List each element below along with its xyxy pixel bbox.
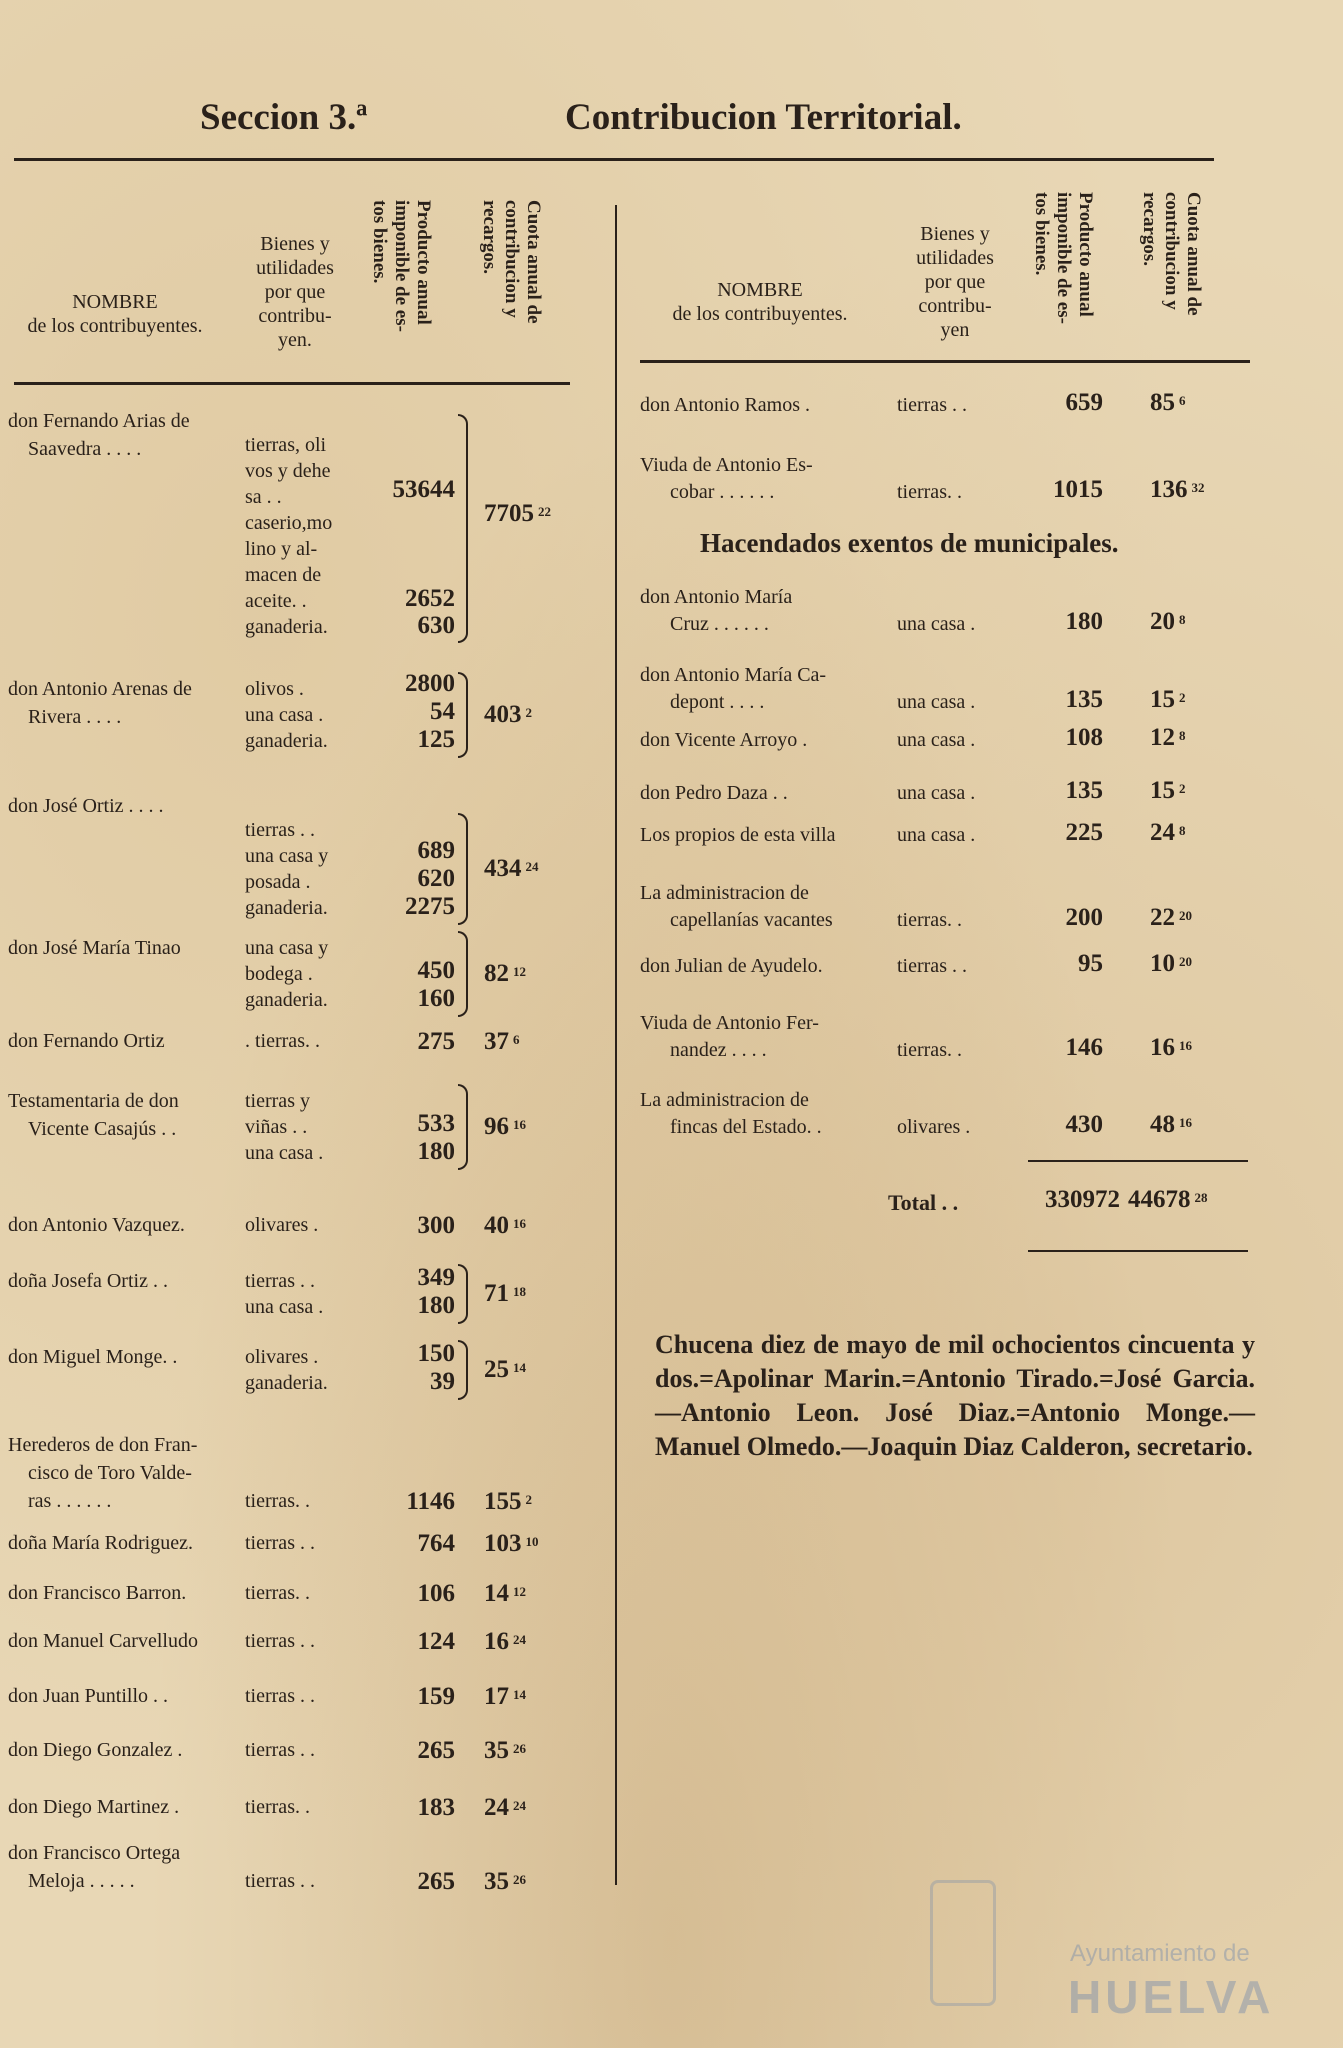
cuota-amount: 12 (1150, 724, 1175, 751)
producto-value: 200 (1065, 904, 1103, 931)
bienes-line: macen de (245, 564, 322, 586)
bienes-line: vos y dehe (245, 460, 331, 482)
cuota-amount: 71 (484, 1280, 509, 1307)
producto-value: 1015 (1053, 476, 1103, 503)
cuota-value (484, 1113, 526, 1141)
producto-value: 659 (1065, 389, 1103, 416)
bienes-value: tierras . . (897, 394, 967, 416)
cuota-value (1150, 686, 1186, 714)
producto-value: 135 (1065, 686, 1103, 713)
header-nombre-sub: de los contribuyentes. (27, 315, 203, 337)
producto-value: 2652 (405, 585, 455, 612)
cuota-cents: 16 (1179, 1038, 1192, 1053)
total-cuota (1128, 1186, 1208, 1214)
cuota-amount: 403 (484, 701, 522, 728)
cuota-cents: 32 (1191, 480, 1205, 495)
bienes-line: tierras . . (245, 819, 315, 841)
producto-value: 183 (417, 1794, 455, 1821)
bienes-line: tierras, oli (245, 434, 327, 456)
brace-icon (458, 1084, 468, 1170)
right-header-producto (1030, 192, 1096, 357)
bienes-line: olivos . (245, 678, 304, 700)
header-bienes-line: Bienes y (920, 223, 990, 245)
cuota-amount: 15 (1150, 686, 1175, 713)
bienes-line: ganaderia. (245, 897, 328, 919)
cuota-cents: 6 (1179, 393, 1186, 408)
bienes-value: una casa . (897, 613, 976, 635)
cuota-cents: 16 (513, 1117, 526, 1132)
bienes-line: tierras . . (245, 1630, 315, 1652)
cuota-value (1150, 389, 1186, 417)
header-bienes-line: por que (924, 271, 986, 293)
cuota-cents: 8 (1179, 823, 1186, 838)
cuota-amount: 24 (484, 1794, 509, 1821)
bienes-value: olivares . (897, 1116, 971, 1138)
header-cuota-line: contribucion y (1161, 192, 1182, 310)
cuota-value (484, 855, 539, 883)
producto-value: 180 (1065, 608, 1103, 635)
total-rule-bottom (1028, 1250, 1248, 1252)
header-nombre: NOMBRE (717, 279, 803, 301)
cuota-cents: 10 (525, 1534, 539, 1549)
left-header-cuota (478, 200, 544, 370)
producto-value: 620 (417, 865, 455, 892)
cuota-cents: 2 (525, 705, 532, 720)
producto-value: 349 (417, 1264, 455, 1291)
bienes-line: . tierras. . (245, 1030, 320, 1052)
bienes-value: tierras. . (897, 909, 962, 931)
cuota-amount: 96 (484, 1113, 509, 1140)
contributor-name: don Antonio Ramos . (640, 394, 811, 416)
bienes-value: una casa . (897, 782, 976, 804)
contributor-name: Vicente Casajús . . (28, 1118, 177, 1140)
cuota-cents: 16 (1179, 1115, 1192, 1130)
bienes-line: una casa y (245, 937, 329, 959)
producto-value: 1146 (406, 1488, 455, 1515)
left-header-producto (368, 200, 434, 370)
cuota-value (1150, 819, 1186, 847)
contributor-name: nandez . . . . (670, 1039, 767, 1061)
cuota-amount: 103 (484, 1530, 522, 1557)
city-seal-icon (930, 1880, 996, 2006)
bienes-line: olivares . (245, 1346, 319, 1368)
cuota-value (484, 1683, 526, 1711)
total-cuota-value: 44678 (1128, 1186, 1191, 1213)
contributor-name: Testamentaria de don (8, 1090, 179, 1112)
cuota-cents: 26 (513, 1741, 526, 1756)
cuota-cents: 2 (1179, 690, 1186, 705)
producto-value: 630 (417, 612, 455, 639)
cuota-amount: 434 (484, 855, 522, 882)
cuota-amount: 37 (484, 1028, 509, 1055)
bienes-value: una casa . (897, 729, 976, 751)
bienes-line: ganaderia. (245, 616, 328, 638)
bienes-value: una casa . (897, 824, 976, 846)
bienes-line: tierras . . (245, 1532, 315, 1554)
header-nombre-sub: de los contribuyentes. (672, 303, 848, 325)
producto-value: 180 (417, 1292, 455, 1319)
cuota-amount: 22 (1150, 904, 1175, 931)
cuota-amount: 25 (484, 1356, 509, 1383)
page-title: Contribucion Territorial. (565, 97, 962, 138)
bienes-line: posada . (245, 871, 311, 893)
contributor-name: ras . . . . . . (28, 1490, 112, 1512)
contributor-name: cobar . . . . . . (670, 481, 775, 503)
total-cents: 28 (1194, 1190, 1208, 1205)
producto-value: 159 (417, 1683, 455, 1710)
producto-value: 53644 (392, 476, 455, 503)
cuota-amount: 16 (484, 1628, 509, 1655)
bienes-line: una casa . (245, 704, 324, 726)
producto-value: 225 (1065, 819, 1103, 846)
contributor-name: don Francisco Ortega (8, 1842, 181, 1864)
cuota-value (484, 1280, 526, 1308)
producto-value: 124 (417, 1628, 455, 1655)
bienes-line: tierras. . (245, 1582, 310, 1604)
cuota-value (484, 1530, 539, 1558)
cuota-value (484, 701, 532, 729)
contributor-name: doña María Rodriguez. (8, 1532, 193, 1554)
cuota-value (484, 1737, 526, 1765)
cuota-cents: 20 (1179, 908, 1192, 923)
producto-value: 95 (1078, 950, 1103, 977)
brace-icon (458, 1340, 468, 1400)
producto-value: 39 (430, 1368, 455, 1395)
contributor-name: don Vicente Arroyo . (640, 729, 808, 751)
contributor-name: La administracion de (640, 882, 809, 904)
cuota-cents: 16 (513, 1216, 526, 1231)
cuota-value (484, 1028, 520, 1056)
cuota-amount: 20 (1150, 608, 1175, 635)
cuota-amount: 48 (1150, 1111, 1175, 1138)
producto-value: 160 (417, 985, 455, 1012)
producto-value: 146 (1065, 1034, 1103, 1061)
cuota-value (1150, 777, 1186, 805)
cuota-value (1150, 904, 1192, 932)
cuota-value (1150, 608, 1186, 636)
header-bienes-line: Bienes y (260, 233, 330, 255)
producto-value: 2800 (405, 670, 455, 697)
cuota-amount: 82 (484, 960, 509, 987)
bienes-line: tierras. . (245, 1796, 310, 1818)
cuota-amount: 24 (1150, 819, 1175, 846)
contributor-name: don Antonio Arenas de (8, 678, 192, 700)
left-header-bienes (240, 232, 350, 352)
contributor-name: don Miguel Monge. . (8, 1346, 178, 1368)
contributor-name: Meloja . . . . . (28, 1870, 135, 1892)
producto-value: 275 (417, 1028, 455, 1055)
header-producto-line: Producto anual (413, 200, 434, 325)
cuota-amount: 7705 (484, 500, 534, 527)
brace-icon (458, 1264, 468, 1324)
contributor-name: depont . . . . (670, 691, 765, 713)
exentos-title: Hacendados exentos de municipales. (700, 528, 1119, 558)
header-bienes-line: utilidades (256, 257, 334, 279)
producto-value: 108 (1065, 724, 1103, 751)
cuota-value (484, 1580, 526, 1608)
header-bienes-line: contribu- (258, 305, 332, 327)
vertical-divider (615, 205, 617, 1885)
cuota-cents: 24 (525, 859, 539, 874)
contributor-name: don José Ortiz . . . . (8, 795, 164, 817)
cuota-amount: 35 (484, 1737, 509, 1764)
contributor-name: don Juan Puntillo . . (8, 1685, 169, 1707)
bienes-line: tierras y (245, 1090, 310, 1112)
cuota-value (484, 1488, 532, 1516)
cuota-amount: 136 (1150, 476, 1188, 503)
cuota-value (1150, 1034, 1192, 1062)
bienes-line: una casa y (245, 845, 329, 867)
cuota-value (484, 1628, 526, 1656)
header-producto-line: imponible de es- (391, 200, 412, 332)
contributor-name: Herederos de don Fran- (8, 1434, 198, 1456)
cuota-value (1150, 724, 1186, 752)
cuota-cents: 26 (513, 1872, 526, 1887)
header-cuota-line: Cuota anual de (523, 200, 544, 324)
brace-icon (458, 813, 468, 925)
producto-value: 54 (430, 698, 455, 725)
contributor-name: cisco de Toro Valde- (28, 1462, 192, 1484)
contributor-name: don Pedro Daza . . (640, 782, 788, 804)
bienes-line: tierras . . (245, 1685, 315, 1707)
contributor-name: capellanías vacantes (670, 909, 833, 931)
cuota-cents: 8 (1179, 612, 1186, 627)
cuota-amount: 155 (484, 1488, 522, 1515)
bienes-line: viñas . . (245, 1116, 308, 1138)
cuota-value (1150, 1111, 1192, 1139)
cuota-cents: 14 (513, 1360, 526, 1375)
header-producto-line: Producto anual (1075, 192, 1096, 317)
bienes-line: bodega . (245, 963, 313, 985)
cuota-cents: 2 (1179, 781, 1186, 796)
left-header-nombre (10, 290, 220, 338)
header-bienes-line: utilidades (916, 247, 994, 269)
contributor-name: don Antonio María Ca- (640, 664, 827, 686)
producto-value: 764 (417, 1530, 455, 1557)
producto-value: 125 (417, 726, 455, 753)
watermark-line1: Ayuntamiento de (1070, 1940, 1250, 1967)
bienes-value: tierras. . (897, 481, 962, 503)
producto-value: 106 (417, 1580, 455, 1607)
bienes-line: olivares . (245, 1214, 319, 1236)
cuota-cents: 18 (513, 1284, 526, 1299)
contributor-name: don Fernando Ortiz (8, 1030, 165, 1052)
section-label: Seccion 3.ª (200, 97, 368, 138)
cuota-cents: 22 (538, 504, 551, 519)
header-cuota-line: recargos. (479, 200, 500, 275)
contributor-name: don Diego Gonzalez . (8, 1739, 183, 1761)
contributor-name: Viuda de Antonio Es- (640, 454, 813, 476)
cuota-value (1150, 950, 1192, 978)
cuota-amount: 40 (484, 1212, 509, 1239)
contributor-name: don Francisco Barron. (8, 1582, 187, 1604)
header-producto-line: imponible de es- (1053, 192, 1074, 324)
bienes-line: tierras. . (245, 1490, 310, 1512)
cuota-cents: 12 (513, 1584, 526, 1599)
producto-value: 150 (417, 1340, 455, 1367)
producto-value: 430 (1065, 1111, 1103, 1138)
bienes-line: tierras . . (245, 1739, 315, 1761)
cuota-value (1150, 476, 1205, 504)
contributor-name: Saavedra . . . . (28, 438, 142, 460)
bienes-line: sa . . (245, 486, 282, 508)
contributor-name: doña Josefa Ortiz . . (8, 1270, 168, 1292)
right-header-rule (640, 360, 1250, 363)
bienes-line: ganaderia. (245, 730, 328, 752)
contributor-name: don Diego Martinez . (8, 1796, 180, 1818)
bienes-line: lino y al- (245, 538, 318, 560)
brace-icon (458, 414, 468, 643)
header-cuota-line: contribucion y (501, 200, 522, 318)
cuota-amount: 85 (1150, 389, 1175, 416)
contributor-name: La administracion de (640, 1089, 809, 1111)
producto-value: 265 (417, 1868, 455, 1895)
cuota-amount: 15 (1150, 777, 1175, 804)
contributor-name: don Fernando Arias de (8, 410, 190, 432)
cuota-amount: 16 (1150, 1034, 1175, 1061)
brace-icon (458, 672, 468, 758)
bienes-line: una casa . (245, 1142, 324, 1164)
total-rule-top (1028, 1160, 1248, 1162)
header-cuota-line: recargos. (1139, 192, 1160, 267)
contributor-name: Viuda de Antonio Fer- (640, 1012, 819, 1034)
producto-value: 300 (417, 1212, 455, 1239)
cuota-cents: 24 (513, 1632, 526, 1647)
contributor-name: don Manuel Carvelludo (8, 1630, 198, 1652)
header-producto-line: tos bienes. (1031, 192, 1052, 276)
contributor-name: Rivera . . . . (28, 706, 122, 728)
right-header-cuota (1138, 192, 1204, 357)
producto-value: 135 (1065, 777, 1103, 804)
header-producto-line: tos bienes. (369, 200, 390, 284)
cuota-value (484, 1794, 526, 1822)
top-rule (14, 158, 1214, 161)
brace-icon (458, 931, 468, 1017)
header-bienes-line: yen. (278, 329, 312, 351)
bienes-line: una casa . (245, 1296, 324, 1318)
cuota-cents: 14 (513, 1687, 526, 1702)
cuota-value (484, 500, 551, 528)
header-bienes-line: por que (264, 281, 326, 303)
closing-signatures: Chucena diez de mayo de mil ochocientos cincuenta y dos.=Apolinar Marin.=Antonio Tirado.=José Garcia.—Antonio Leon. José Diaz.=Antonio Monge.—Manuel Olmedo.—Joaquin Diaz Calderon, secretario. (655, 1330, 1255, 1461)
producto-value: 450 (417, 957, 455, 984)
cuota-amount: 17 (484, 1683, 509, 1710)
contributor-name: don Julian de Ayudelo. (640, 955, 823, 977)
bienes-line: caserio,mo (245, 512, 333, 534)
contributor-name: Los propios de esta villa (640, 824, 836, 846)
header-cuota-line: Cuota anual de (1183, 192, 1204, 316)
cuota-cents: 8 (1179, 728, 1186, 743)
cuota-amount: 14 (484, 1580, 509, 1607)
cuota-cents: 24 (513, 1798, 526, 1813)
cuota-cents: 6 (513, 1032, 520, 1047)
total-label: Total . . (888, 1190, 959, 1215)
contributor-name: Cruz . . . . . . (670, 613, 769, 635)
producto-value: 2275 (405, 893, 455, 920)
producto-value: 689 (417, 837, 455, 864)
contributor-name: don José María Tinao (8, 937, 181, 959)
bienes-value: tierras. . (897, 1039, 962, 1061)
total-producto: 330972 (1045, 1186, 1120, 1213)
producto-value: 180 (417, 1138, 455, 1165)
cuota-amount: 10 (1150, 950, 1175, 977)
bienes-line: aceite. . (245, 590, 307, 612)
contributor-name: fincas del Estado. . (670, 1116, 822, 1138)
producto-value: 533 (417, 1110, 455, 1137)
bienes-line: tierras . . (245, 1870, 315, 1892)
cuota-value (484, 960, 526, 988)
cuota-value (484, 1868, 526, 1896)
cuota-cents: 2 (525, 1492, 532, 1507)
right-header-nombre (640, 278, 880, 326)
watermark-line2: HUELVA (1068, 1971, 1275, 2023)
bienes-line: tierras . . (245, 1270, 315, 1292)
right-header-bienes (895, 222, 1015, 342)
producto-value: 265 (417, 1737, 455, 1764)
cuota-value (484, 1212, 526, 1240)
bienes-line: ganaderia. (245, 989, 328, 1011)
header-bienes-line: contribu- (918, 295, 992, 317)
contributor-name: don Antonio María (640, 586, 793, 608)
bienes-line: ganaderia. (245, 1372, 328, 1394)
cuota-cents: 12 (513, 964, 526, 979)
header-nombre: NOMBRE (72, 291, 158, 313)
bienes-value: una casa . (897, 691, 976, 713)
cuota-cents: 20 (1179, 954, 1192, 969)
cuota-amount: 35 (484, 1868, 509, 1895)
contributor-name: don Antonio Vazquez. (8, 1214, 185, 1236)
bienes-value: tierras . . (897, 955, 967, 977)
header-bienes-line: yen (940, 319, 970, 341)
cuota-value (484, 1356, 526, 1384)
left-header-rule (14, 382, 570, 385)
